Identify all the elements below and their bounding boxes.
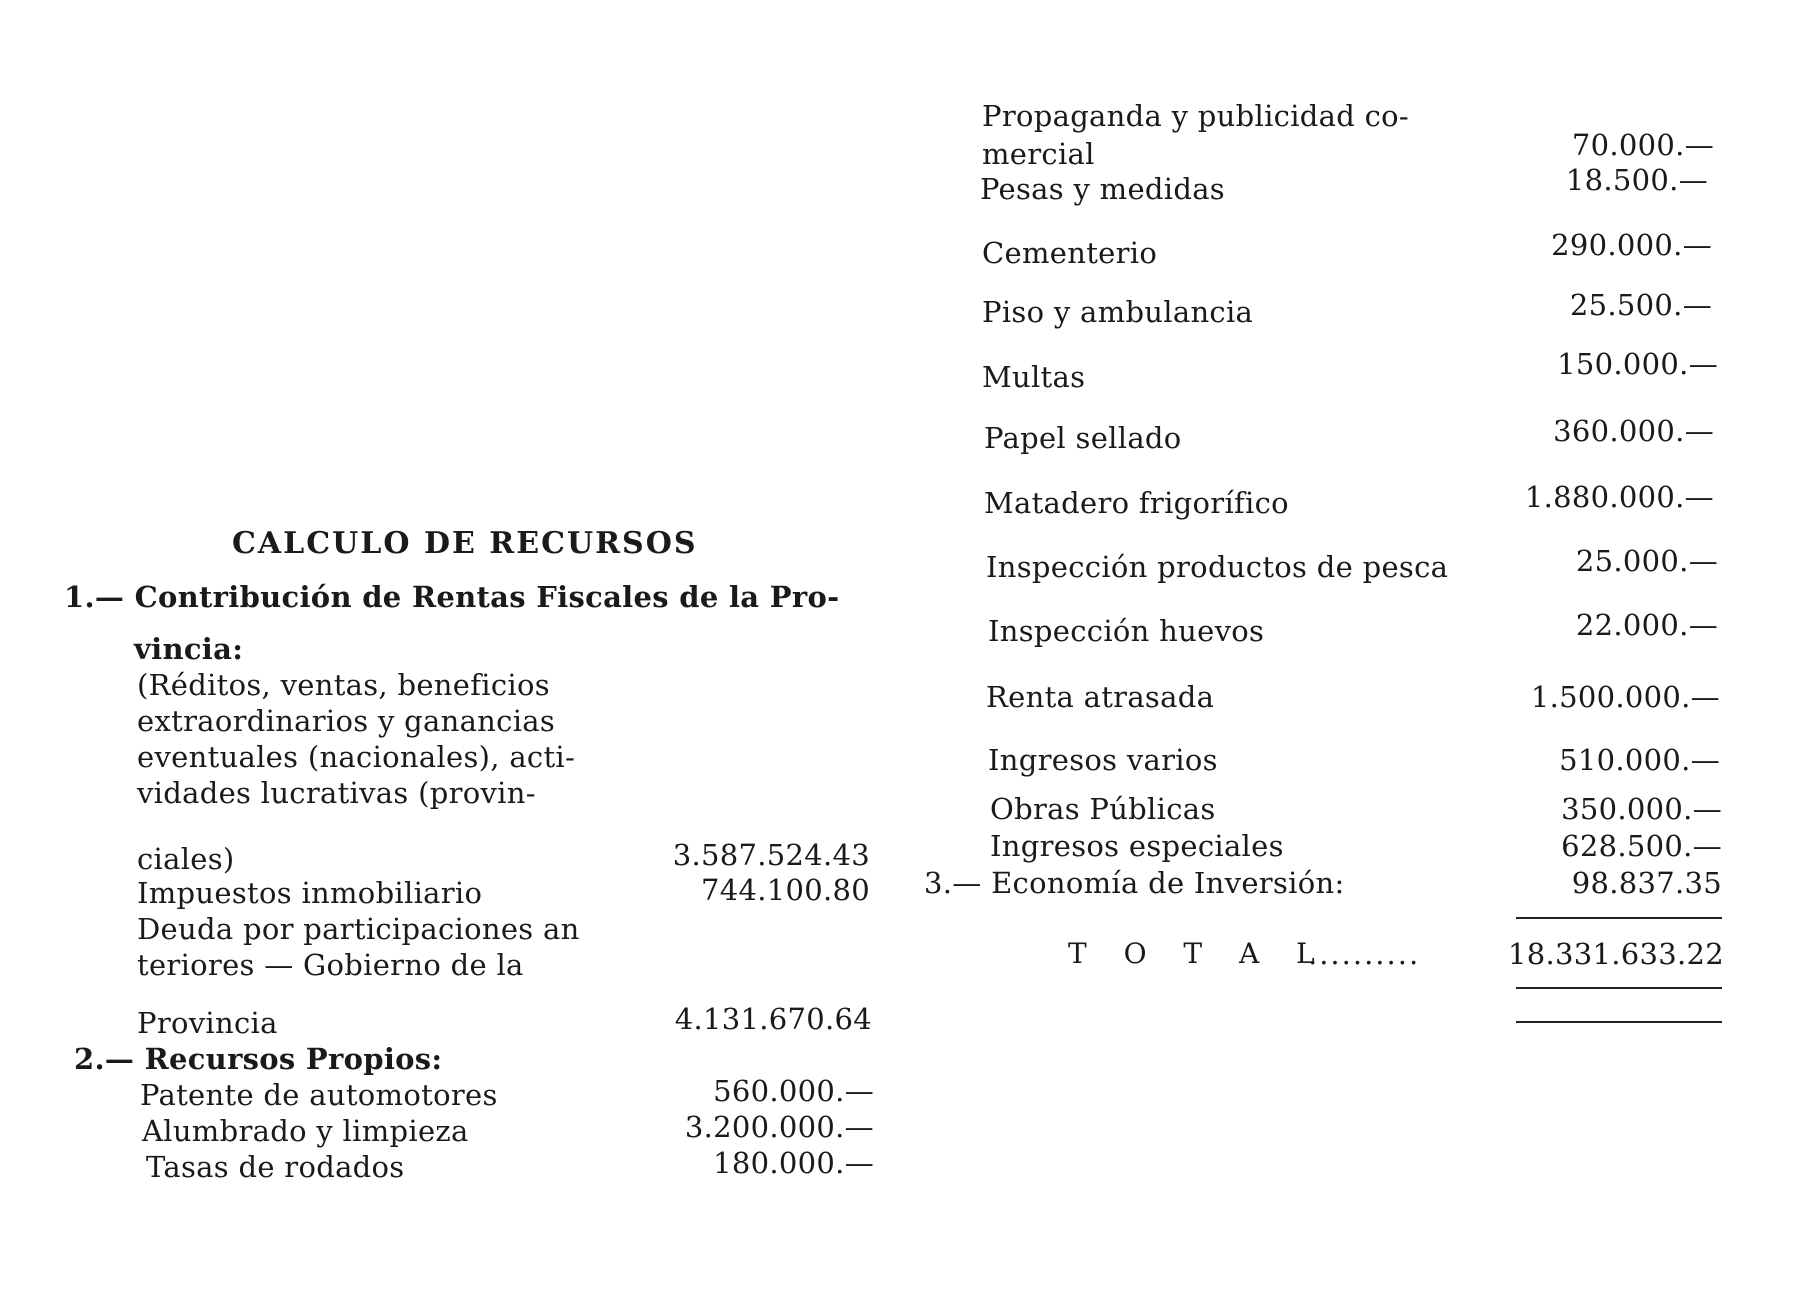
deuda-description-line: teriores — Gobierno de la xyxy=(137,948,524,982)
line-item-label: Patente de automotores xyxy=(140,1078,498,1112)
line-item-label: mercial xyxy=(982,137,1095,171)
section-1-heading: 1.— Contribución de Rentas Fiscales de la Pro- xyxy=(64,580,840,614)
total-leader-dots: .......... xyxy=(1308,937,1421,971)
section-3-label: 3.— Economía de Inversión: xyxy=(924,866,1345,900)
line-item-amount: 1.880.000.— xyxy=(1524,480,1714,514)
subtotal-rule xyxy=(1516,917,1722,919)
line-item-label: Pesas y medidas xyxy=(980,172,1225,206)
line-item-amount: 560.000.— xyxy=(713,1074,874,1108)
line-item-amount: 290.000.— xyxy=(1551,228,1712,262)
line-item-amount: 150.000.— xyxy=(1557,347,1718,381)
section-1-description-line: vidades lucrativas (provin- xyxy=(137,776,536,810)
line-item-amount: 350.000.— xyxy=(1561,792,1722,826)
line-item-label: Papel sellado xyxy=(984,421,1182,455)
total-label: T O T A L xyxy=(1068,937,1329,970)
line-item-label: Renta atrasada xyxy=(986,680,1215,714)
line-item-amount: 510.000.— xyxy=(1559,743,1720,777)
line-item-label: Alumbrado y limpieza xyxy=(142,1114,469,1148)
line-item-amount: 25.000.— xyxy=(1575,544,1718,578)
line-item-amount: 628.500.— xyxy=(1561,829,1722,863)
line-item-amount: 70.000.— xyxy=(1571,128,1714,162)
line-item-label: Inspección huevos xyxy=(988,614,1265,648)
page-title: CALCULO DE RECURSOS xyxy=(232,526,698,561)
section-1-description-line: extraordinarios y ganancias xyxy=(137,704,556,738)
line-item-label: ciales) xyxy=(137,842,235,876)
line-item-amount: 22.000.— xyxy=(1575,608,1718,642)
section-3-amount: 98.837.35 xyxy=(1571,866,1722,900)
line-item-label: Provincia xyxy=(137,1006,278,1040)
line-item-label: Ingresos varios xyxy=(988,743,1218,777)
line-item-label: Ingresos especiales xyxy=(990,829,1284,863)
line-item-amount: 18.500.— xyxy=(1565,163,1708,197)
section-1-description-line: eventuales (nacionales), acti- xyxy=(137,740,576,774)
deuda-description-line: Deuda por participaciones an xyxy=(137,912,580,946)
line-item-label: Impuestos inmobiliario xyxy=(137,876,483,910)
line-item-label: Tasas de rodados xyxy=(146,1150,405,1184)
line-item-label: Obras Públicas xyxy=(990,792,1216,826)
line-item-amount: 744.100.80 xyxy=(700,873,870,907)
total-double-rule-top xyxy=(1516,987,1722,989)
line-item-amount: 180.000.— xyxy=(713,1146,874,1180)
section-2-heading: 2.— Recursos Propios: xyxy=(74,1042,443,1076)
line-item-label: Matadero frigorífico xyxy=(984,486,1289,520)
line-item-amount: 360.000.— xyxy=(1553,414,1714,448)
total-double-rule-bottom xyxy=(1516,1021,1722,1023)
section-1-heading-continued: vincia: xyxy=(134,632,244,666)
total-amount: 18.331.633.22 xyxy=(1507,937,1724,971)
line-item-amount: 25.500.— xyxy=(1569,288,1712,322)
section-1-description-line: (Réditos, ventas, beneficios xyxy=(137,668,550,702)
line-item-label: Piso y ambulancia xyxy=(982,295,1254,329)
line-item-label: Cementerio xyxy=(982,236,1158,270)
line-item-amount: 3.587.524.43 xyxy=(672,838,870,872)
line-item-label: Propaganda y publicidad co- xyxy=(982,99,1409,133)
line-item-label: Inspección productos de pesca xyxy=(986,550,1449,584)
line-item-amount: 4.131.670.64 xyxy=(674,1002,872,1036)
line-item-amount: 3.200.000.— xyxy=(684,1110,874,1144)
line-item-amount: 1.500.000.— xyxy=(1530,680,1720,714)
line-item-label: Multas xyxy=(982,360,1086,394)
